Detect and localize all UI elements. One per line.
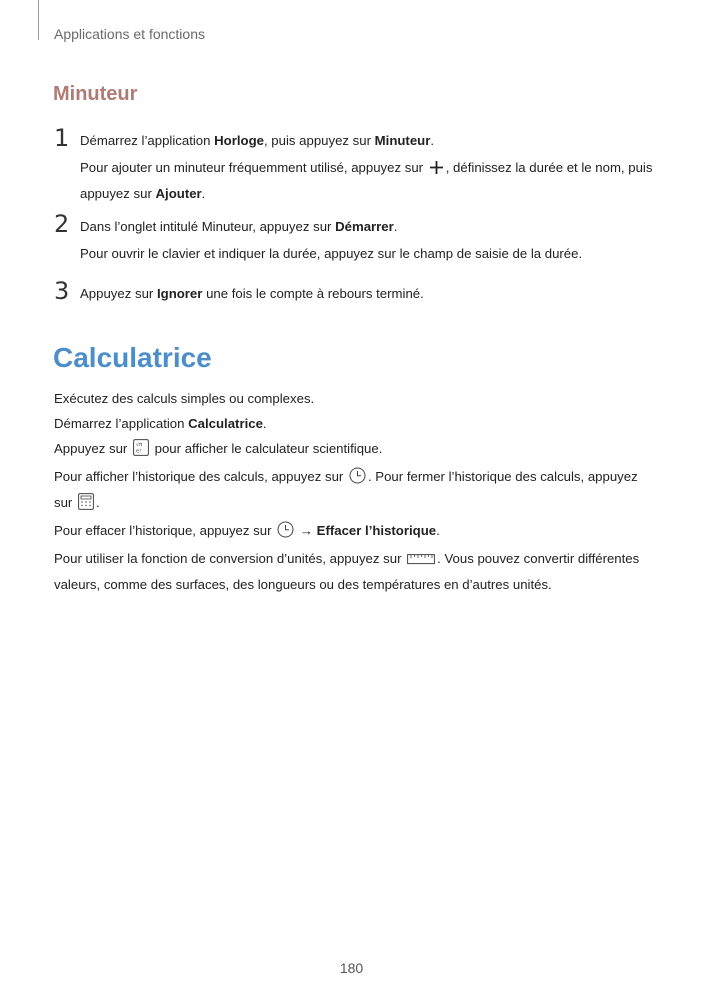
svg-text:√π: √π [135, 442, 143, 448]
step-instruction: Dans l’onglet intitulé Minuteur, appuyez sur Démarrer. [80, 219, 398, 234]
clock-history-icon [349, 467, 366, 491]
calc-history: Pour afficher l’historique des calculs, appuyez sur . Pour fermer l’historique des calculs, appuyez sur . [54, 465, 654, 517]
clock-history-icon [277, 521, 294, 545]
calc-scientific: Appuyez sur √π e! pour afficher le calculateur scientifique. [54, 437, 654, 463]
minuteur-step-1 [54, 124, 654, 209]
scientific-calculator-icon [133, 439, 149, 463]
minuteur-step-2 [54, 210, 654, 269]
step-number: 2 [54, 210, 70, 238]
plus-icon [429, 159, 444, 182]
minuteur-step-3 [54, 277, 654, 309]
calc-start: Démarrez l’application Calculatrice. [54, 416, 267, 431]
margin-rule [38, 0, 39, 40]
calculatrice-body [54, 387, 654, 598]
keypad-icon [78, 493, 94, 517]
calc-unit-conversion: Pour utiliser la fonction de conversion d’unités, appuyez sur . Vous pouvez convertir différentes valeurs, comme des surfaces, des longueurs ou des températures en d’autres unités. [54, 551, 640, 592]
step-number: 1 [54, 124, 70, 152]
step-instruction: Démarrez l’application Horloge, puis appuyez sur Minuteur. [80, 133, 435, 148]
calculatrice-heading: Calculatrice [53, 342, 212, 373]
minuteur-heading: Minuteur [53, 83, 138, 105]
ruler-icon [407, 550, 435, 573]
step-detail: Pour ajouter un minuteur fréquemment utilisé, appuyez sur , définissez la durée et le nom, puis appuyez sur Ajouter. [80, 160, 653, 201]
svg-text:e!: e! [135, 448, 142, 455]
calc-clear-history: Pour effacer l’historique, appuyez sur → Effacer l’historique. [54, 519, 654, 545]
calc-intro: Exécutez des calculs simples ou complexes. [54, 391, 315, 406]
section-header: Applications et fonctions [54, 26, 205, 42]
step-instruction: Appuyez sur Ignorer une fois le compte à rebours terminé. [80, 286, 424, 301]
step-number: 3 [54, 277, 70, 305]
step-detail: Pour ouvrir le clavier et indiquer la durée, appuyez sur le champ de saisie de la durée. [80, 246, 583, 261]
page-number: 180 [339, 960, 364, 976]
